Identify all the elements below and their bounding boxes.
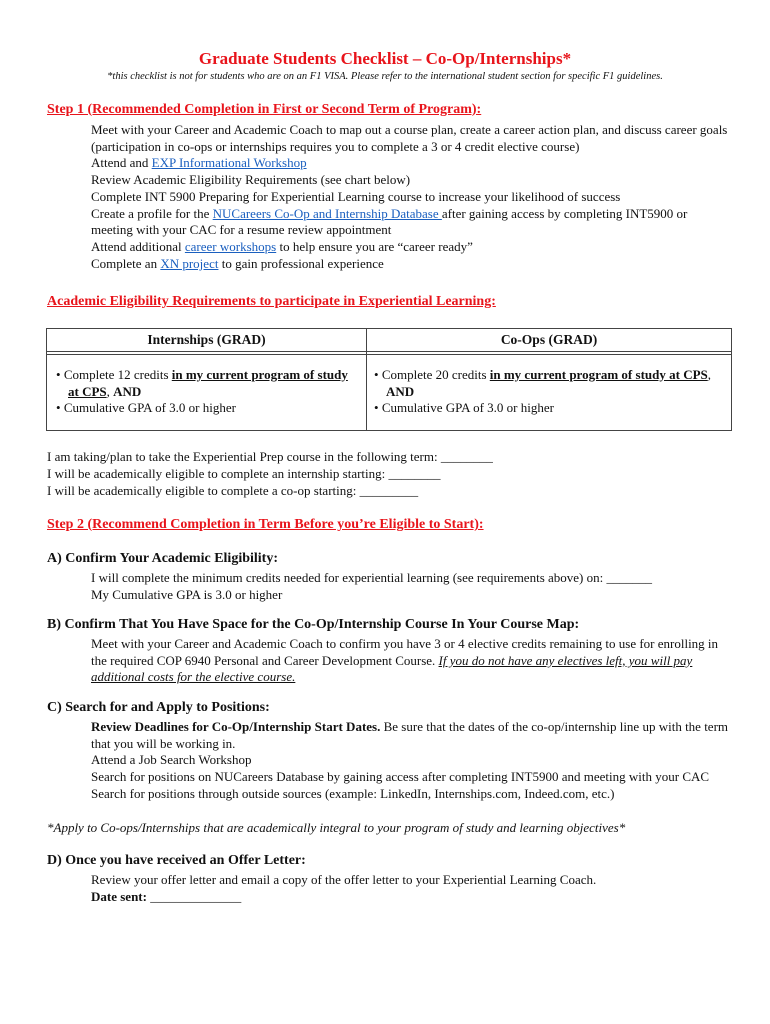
min-credits-date-field[interactable]: I will complete the minimum credits needed for experiential learning (see requirements above) on: _______ (91, 570, 652, 585)
section-a-heading: A) Confirm Your Academic Eligibility: (47, 551, 278, 566)
section-b-body (91, 636, 731, 686)
coops-requirements (374, 367, 719, 417)
step1-item-review: Review Academic Eligibility Requirements (see chart below) (91, 172, 411, 188)
step1-item-int5900: Complete INT 5900 Preparing for Experiential Learning course to increase your likelihood of success (91, 188, 621, 204)
xn-project-link[interactable]: XN project (160, 255, 219, 271)
review-offer-letter: Review your offer letter and email a copy of the offer letter to your Experiential Learning Coach. (91, 872, 597, 887)
coops-header: Co-Ops (GRAD) (500, 332, 598, 347)
coops-gpa-req: • Cumulative GPA of 3.0 or higher (374, 400, 554, 416)
step1-item-coach: Meet with your Career and Academic Coach to map out a course plan, create a career action plan, and discuss career goals (participation in co-ops or internships requires you to complete a 3 or 4 credit elective course) (91, 122, 728, 154)
section-b-text: Meet with your Career and Academic Coach to confirm you have 3 or 4 elective credits remaining to use for enrolling in the required COP 6940 Personal and Career Development Course. If you do not have any electives left, you will pay additional costs for the elective course. (91, 636, 719, 685)
eligibility-table (46, 328, 732, 431)
step1-heading: Step 1 (Recommended Completion in First or Second Term of Program): (47, 102, 482, 117)
internships-header: Internships (GRAD) (147, 332, 266, 347)
prep-course-term-field[interactable]: I am taking/plan to take the Experiential Prep course in the following term: ________ (47, 449, 493, 464)
coop-start-field[interactable]: I will be academically eligible to complete a co-op starting: _________ (47, 483, 419, 498)
internships-gpa-req: • Cumulative GPA of 3.0 or higher (56, 400, 236, 416)
step1-item-xn-project: Complete an XN project to gain professional experience (91, 255, 384, 271)
exp-workshop-link[interactable]: EXP Informational Workshop (151, 155, 307, 171)
review-deadlines: Review Deadlines for Co-Op/Internship Start Dates. Be sure that the dates of the co-op/internship line up with the term that you will be working in. (91, 719, 729, 751)
career-workshops-link[interactable]: career workshops (184, 238, 277, 254)
eligibility-heading: Academic Eligibility Requirements to participate in Experiential Learning: (47, 294, 496, 309)
section-d-body (91, 872, 731, 905)
f1-visa-note: *this checklist is not for students who are on an F1 VISA. Please refer to the international student section for specific F1 guidelines. (107, 71, 663, 82)
section-c-heading: C) Search for and Apply to Positions: (47, 700, 270, 715)
internship-start-field[interactable]: I will be academically eligible to complete an internship starting: ________ (47, 466, 441, 481)
section-a-body (91, 570, 731, 603)
date-sent-field[interactable]: Date sent: ______________ (91, 888, 242, 904)
section-c-body (91, 719, 731, 803)
step1-list (91, 122, 731, 272)
gpa-line: My Cumulative GPA is 3.0 or higher (91, 586, 283, 602)
coops-credits-req: • Complete 20 credits in my current program of study at CPS, AND (374, 367, 712, 399)
nucareers-database-link[interactable]: NUCareers Co-Op and Internship Database (212, 205, 442, 221)
outside-search: Search for positions through outside sources (example: LinkedIn, Internships.com, Indeed.com, etc.) (91, 785, 615, 801)
internships-requirements (56, 367, 356, 417)
step1-item-profile: Create a profile for the NUCareers Co-Op and Internship Database after gaining access by completing INT5900 or meeting with your CAC for a resume review appointment (91, 205, 688, 238)
step1-item-workshop: Attend and EXP Informational Workshop (91, 155, 307, 171)
nucareers-search: Search for positions on NUCareers Database by gaining access after completing INT5900 and meeting with your CAC (91, 769, 710, 785)
section-b-heading: B) Confirm That You Have Space for the Co-Op/Internship Course In Your Course Map: (47, 617, 580, 632)
table-header-divider (47, 351, 731, 352)
apply-note: *Apply to Co-ops/Internships that are academically integral to your program of study and learning objectives* (47, 820, 626, 835)
page-title: Graduate Students Checklist – Co-Op/Internships* (198, 49, 572, 68)
section-d-heading: D) Once you have received an Offer Letter: (47, 853, 306, 868)
step1-item-career-workshops: Attend additional career workshops to help ensure you are “career ready” (91, 238, 473, 254)
internships-credits-req: • Complete 12 credits in my current program of study at CPS, AND (56, 367, 348, 399)
job-search-workshop: Attend a Job Search Workshop (91, 752, 252, 768)
step2-heading: Step 2 (Recommend Completion in Term Before you’re Eligible to Start): (47, 517, 484, 532)
table-header-divider-double (47, 354, 731, 355)
